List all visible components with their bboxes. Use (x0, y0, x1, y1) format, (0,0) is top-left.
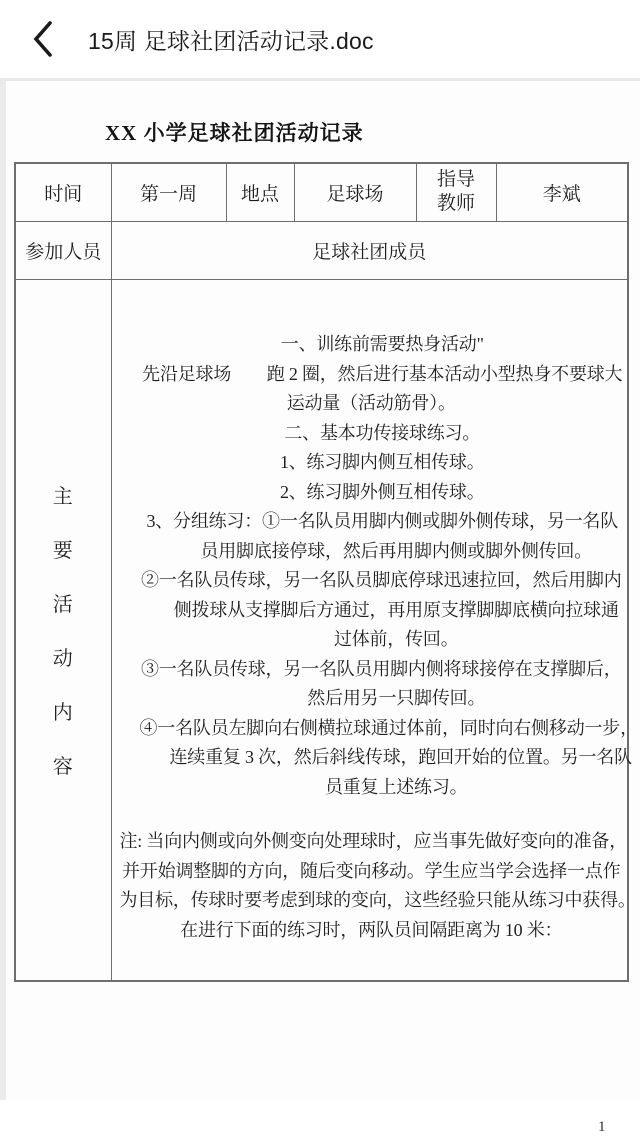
main-activity-label-cell (15, 279, 111, 981)
vertical-label-char: 容 (52, 756, 74, 778)
table-row-participants (15, 221, 628, 279)
content-line: 过体前，传回。 (333, 629, 459, 649)
content-line: 员用脚底接停球，然后再用脚内侧或脚外侧传回。 (200, 540, 593, 561)
content-line: 运动量（活动筋骨）。 (286, 393, 456, 413)
content-line: 为目标，传球时要考虑到球的变向，这些经验只能从练习中获得。 (119, 890, 636, 910)
time-label-cell: 时间 (15, 163, 111, 221)
paragraph-gap (120, 802, 624, 827)
teacher-label-line1: 指导 (436, 169, 475, 191)
content-line: 并开始调整脚的方向，随后变向移动。学生应当学会选择一点作 (122, 860, 621, 881)
content-line: 员重复上述练习。 (325, 776, 468, 797)
place-value-cell: 足球场 (294, 163, 416, 221)
document-filename-title: 15周 足球社团活动记录.doc (88, 27, 374, 54)
place-label-cell: 地点 (226, 163, 294, 221)
page-number: 1 (598, 1119, 606, 1135)
back-button[interactable] (32, 19, 66, 59)
content-line: ③一名队员传球，另一名队员用脚内侧将球接停在支撑脚后， (140, 658, 622, 679)
vertical-label-char: 内 (52, 702, 74, 724)
vertical-label-char: 主 (52, 486, 74, 508)
document-title: XX 小学足球社团活动记录 (105, 121, 364, 145)
table-row-info (15, 163, 628, 221)
participants-label-cell: 参加人员 (15, 221, 111, 279)
document-page (0, 81, 640, 1135)
main-activity-vertical-label (16, 280, 111, 980)
main-activity-content-cell (111, 279, 638, 981)
teacher-label-line2: 教师 (436, 193, 475, 215)
time-value-cell: 第一周 (111, 163, 226, 221)
chevron-left-icon (32, 20, 54, 58)
content-line: 然后用另一只脚传回。 (307, 688, 486, 708)
vertical-label-char: 活 (52, 594, 74, 616)
page-left-edge (0, 81, 6, 1100)
vertical-label-char: 动 (52, 648, 74, 670)
content-line: 连续重复 3 次，然后斜线传球，跑回开始的位置。另一名队 (169, 747, 632, 767)
content-line: 1、练习脚内侧互相传球。 (279, 452, 485, 472)
content-line: 3、分组练习：①一名队员用脚内侧或脚外侧传球，另一名队 (146, 511, 619, 531)
teacher-value-cell: 李斌 (496, 163, 628, 221)
content-line: 侧拨球从支撑脚后方通过，再用原支撑脚脚底横向拉球通 (173, 599, 619, 620)
content-line: ②一名队员传球，另一名队员脚底停球迅速拉回，然后用脚内 (140, 570, 622, 590)
content-line: 二、基本功传接球练习。 (284, 422, 481, 443)
content-line: 一、训练前需要热身活动" (280, 334, 484, 354)
vertical-label-char: 要 (52, 540, 74, 562)
teacher-label-cell (416, 163, 496, 221)
content-line: 2、练习脚外侧互相传球。 (279, 481, 485, 502)
table-row-main-content (15, 279, 628, 981)
content-line: 在进行下面的练习时，两队员间隔距离为 10 米： (180, 919, 563, 940)
content-line: ④一名队员左脚向右侧横拉球通过体前，同时向右侧移动一步， (139, 717, 638, 738)
activity-record-table (14, 162, 638, 982)
content-line: 注: 当向内侧或向外侧变向处理球时，应当事先做好变向的准备， (119, 831, 627, 851)
participants-value-cell: 足球社团成员 (111, 221, 628, 279)
content-line: 先沿足球场 跑 2 圈，然后进行基本活动小型热身不要球大 (142, 363, 623, 384)
app-header (0, 0, 640, 78)
